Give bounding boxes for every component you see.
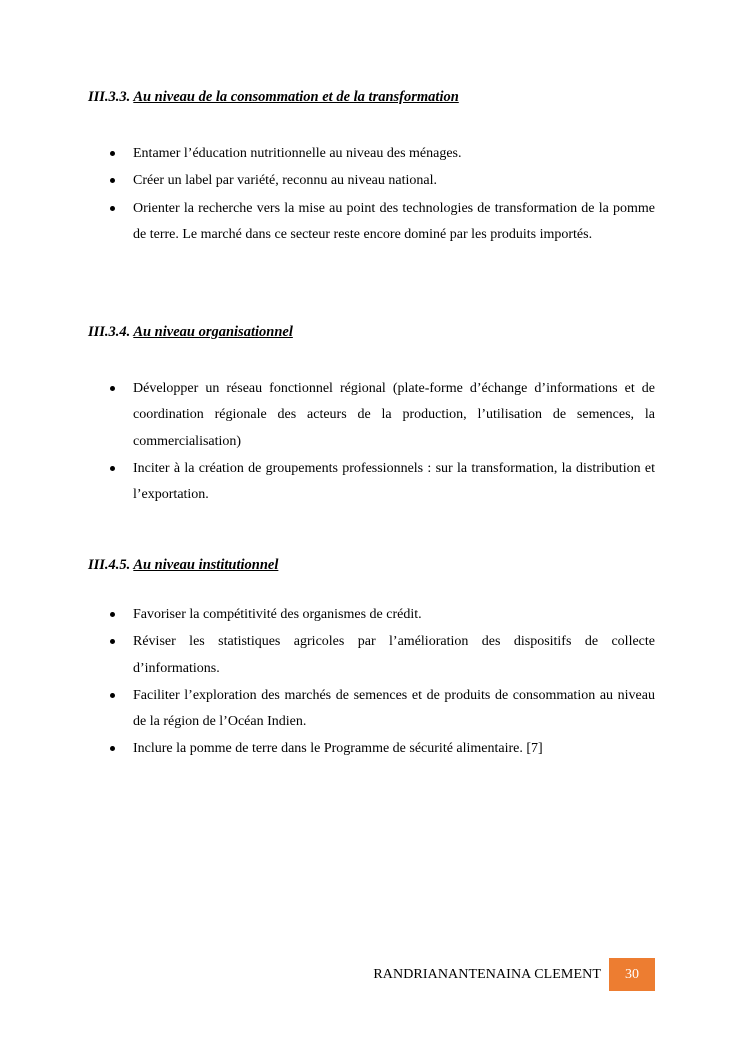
list-item-text: Créer un label par variété, reconnu au niveau national. bbox=[133, 173, 437, 189]
page-footer bbox=[373, 958, 655, 991]
list-item bbox=[88, 683, 655, 736]
bullet-icon bbox=[110, 612, 115, 617]
list-item-text: Faciliter l’exploration des marchés de semences et de produits de consommation au niveau de la région de l’Océan Indien. bbox=[133, 687, 655, 730]
footer-author: RANDRIANANTENAINA CLEMENT bbox=[373, 966, 601, 982]
section-title: Au niveau institutionnel bbox=[133, 557, 279, 573]
section-heading-consommation bbox=[88, 89, 459, 106]
list-item bbox=[88, 629, 655, 682]
section-number: III.3.4. bbox=[88, 324, 131, 340]
list-item bbox=[88, 168, 655, 194]
bullet-icon bbox=[110, 206, 115, 211]
list-item bbox=[88, 376, 655, 455]
list-item bbox=[88, 736, 655, 762]
bullet-icon bbox=[110, 746, 115, 751]
list-item bbox=[88, 456, 655, 509]
bullet-list-organisationnel bbox=[88, 376, 655, 509]
page-number-badge: 30 bbox=[609, 958, 655, 991]
list-item-text: Réviser les statistiques agricoles par l’amélioration des dispositifs de collecte d’informations. bbox=[133, 634, 655, 676]
bullet-icon bbox=[110, 178, 115, 183]
bullet-icon bbox=[110, 386, 115, 391]
section-title: Au niveau organisationnel bbox=[133, 324, 293, 340]
bullet-icon bbox=[110, 639, 115, 644]
bullet-icon bbox=[110, 151, 115, 156]
list-item-text: Inciter à la création de groupements professionnels : sur la transformation, la distribution et l’exportation. bbox=[133, 460, 655, 503]
bullet-icon bbox=[110, 466, 115, 471]
section-number: III.3.3. bbox=[88, 89, 131, 105]
list-item-text: Orienter la recherche vers la mise au point des technologies de transformation de la pomme de terre. Le marché dans ce secteur reste encore dominé par les produits importés. bbox=[133, 200, 655, 242]
bullet-list-institutionnel bbox=[88, 602, 655, 764]
section-heading-organisationnel bbox=[88, 324, 293, 341]
section-heading-institutionnel bbox=[88, 557, 278, 574]
bullet-list-consommation bbox=[88, 141, 655, 249]
section-number: III.4.5. bbox=[88, 557, 131, 573]
bullet-icon bbox=[110, 693, 115, 698]
list-item bbox=[88, 141, 655, 167]
list-item-text: Inclure la pomme de terre dans le Programme de sécurité alimentaire. [7] bbox=[133, 741, 543, 757]
section-title: Au niveau de la consommation et de la transformation bbox=[133, 89, 459, 105]
list-item-text: Développer un réseau fonctionnel régional (plate-forme d’échange d’informations et de coordination régionale des acteurs de la production, l’utilisation de semences, la commercialisation) bbox=[133, 381, 655, 449]
list-item bbox=[88, 602, 655, 628]
list-item-text: Entamer l’éducation nutritionnelle au niveau des ménages. bbox=[133, 146, 462, 161]
list-item-text: Favoriser la compétitivité des organismes de crédit. bbox=[133, 607, 422, 622]
list-item bbox=[88, 196, 655, 249]
